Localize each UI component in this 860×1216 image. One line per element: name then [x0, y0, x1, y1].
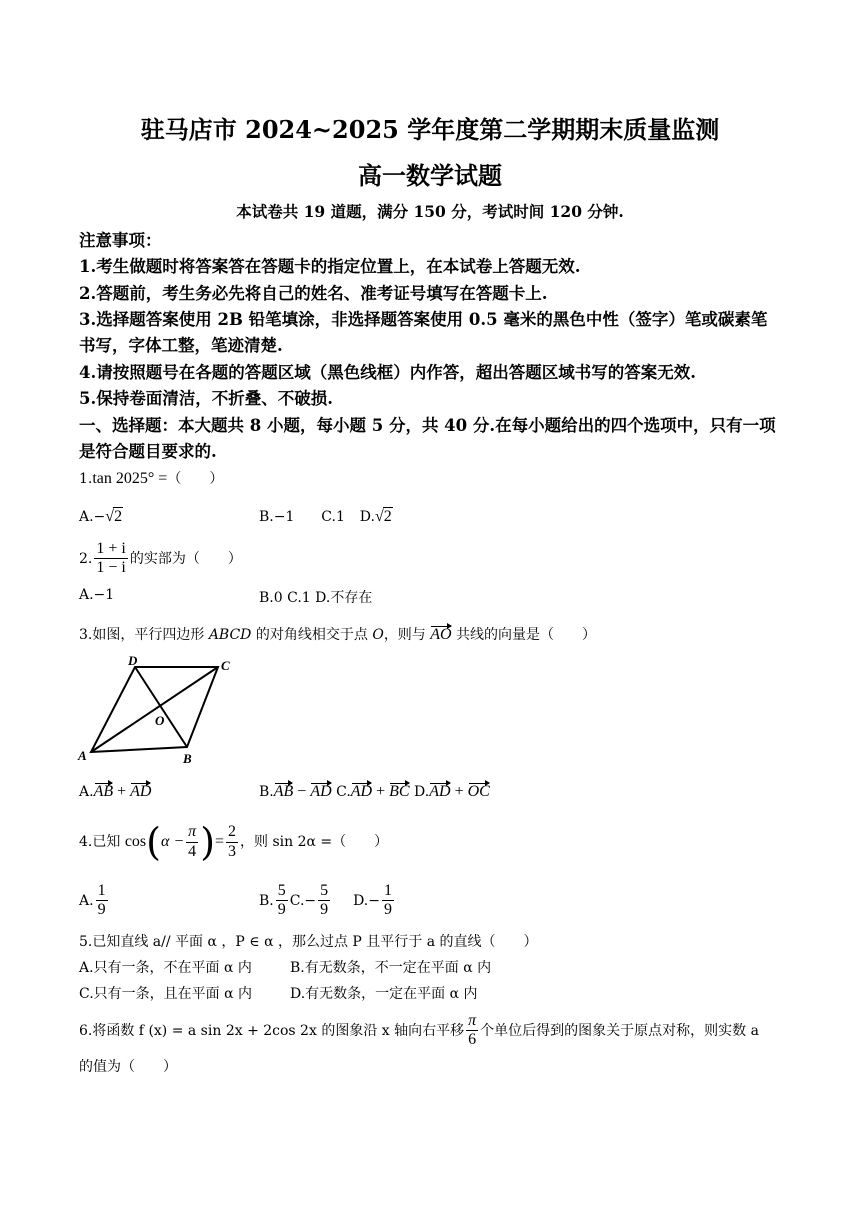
- exam-title: 驻马店市 2024~2025 学年度第二学期期末质量监测: [140, 115, 720, 144]
- q2-option-a: A.−1: [79, 587, 115, 603]
- note-item: 4.请按照题号在各题的答题区域（黑色线框）内作答，超出答题区域书写的答案无效.: [79, 363, 696, 382]
- q1-option-c: C.1: [321, 509, 345, 525]
- diagonal-ac: [91, 667, 218, 752]
- notes-heading: 注意事项：: [79, 231, 162, 250]
- question-3: 3.如图，平行四边形 ABCD 的对角线相交于点 O，则与 AO 共线的向量是（ ）: [79, 626, 597, 643]
- q1-option-b: B.−1: [259, 509, 295, 525]
- center-label-o: O: [155, 713, 165, 728]
- q5-option-d: D.有无数条，一定在平面 α 内: [290, 986, 478, 1002]
- q2-option-c: C.1: [287, 590, 311, 606]
- q3-option-d: D.AD + OC: [414, 783, 490, 800]
- q3-options-bcd: [259, 783, 490, 801]
- note-item: 5.保持卷面清洁，不折叠、不破损.: [79, 389, 333, 408]
- q5-option-b: B.有无数条，不一定在平面 α 内: [290, 960, 492, 976]
- exam-subject-title: 高一数学试题: [358, 161, 502, 190]
- q5-option-c: C.只有一条，且在平面 α 内: [79, 986, 253, 1002]
- q4-option-d: D.− $\frac{1}{9}$: [353, 882, 392, 919]
- section-heading: 一、选择题：本大题共 8 小题，每小题 5 分，共 40 分.在每小题给出的四个选项中，只有一项: [79, 416, 776, 435]
- vertex-label-a: A: [78, 748, 87, 763]
- q4-option-c: C.− $\frac{5}{9}$: [289, 882, 329, 919]
- diagonal-bd: [135, 667, 187, 747]
- note-item: 3.选择题答案使用 2B 铅笔填涂，非选择题答案使用 0.5 毫米的黑色中性（签字）笔或碳素笔: [79, 310, 768, 329]
- question-2: 2. $\frac{1 + i}{1 - i}$ 的实部为（ ）: [79, 540, 242, 577]
- q2-option-b: B.0: [259, 590, 283, 606]
- exam-info: 本试卷共 19 道题，满分 150 分，考试时间 120 分钟.: [236, 202, 624, 221]
- note-item: 2.答题前，考生务必先将自己的姓名、准考证号填写在答题卡上.: [79, 284, 548, 303]
- q2-option-d: D.不存在: [315, 590, 373, 606]
- q4-option-b: B. $\frac{5}{9}$: [259, 882, 286, 919]
- q3-option-c: C.AD + BC: [336, 783, 410, 800]
- parallelogram-figure: [75, 652, 245, 767]
- q2-options-bcd: [259, 587, 372, 607]
- section-heading-cont: 是符合题目要求的.: [79, 442, 217, 461]
- q1-options-bcd: [259, 507, 393, 526]
- q5-option-a: A.只有一条，不在平面 α 内: [79, 960, 252, 976]
- q4-option-a: A. $\frac{1}{9}$: [79, 882, 106, 919]
- vertex-label-c: C: [221, 658, 230, 673]
- question-6-cont: 的值为（ ）: [79, 1059, 177, 1075]
- q3-option-b: B.AB − AD: [259, 783, 332, 800]
- note-item: 1.考生做题时将答案答在答题卡的指定位置上，在本试卷上答题无效.: [79, 257, 581, 276]
- question-5: 5.已知直线 a// 平面 α ，P ∈ α ，那么过点 P 且平行于 a 的直线（ ）: [79, 934, 538, 950]
- vertex-label-b: B: [183, 751, 192, 766]
- vertex-label-d: D: [128, 653, 138, 668]
- q1-option-a: A.−√2: [79, 508, 123, 525]
- q4-options-bcd: [259, 882, 396, 920]
- question-6: 6.将函数 f (x) = a sin 2x + 2cos 2x 的图象沿 x 轴向右平移 $\frac{\pi}{6}$ 个单位后得到的图象关于原点对称，则实数 a: [79, 1012, 759, 1049]
- question-4: 4.已知 cos(α − $\frac{\pi}{4}$ )= $\frac{2}{3}$ ，则 sin 2α =（ ）: [79, 820, 389, 864]
- q1-option-d: D.√2: [359, 508, 392, 525]
- question-1: 1.tan 2025° =（ ）: [79, 470, 224, 487]
- q3-option-a: A.AB + AD: [79, 783, 152, 800]
- note-item: 书写，字体工整，笔迹清楚.: [79, 336, 283, 355]
- parallelogram-shape: [91, 667, 218, 752]
